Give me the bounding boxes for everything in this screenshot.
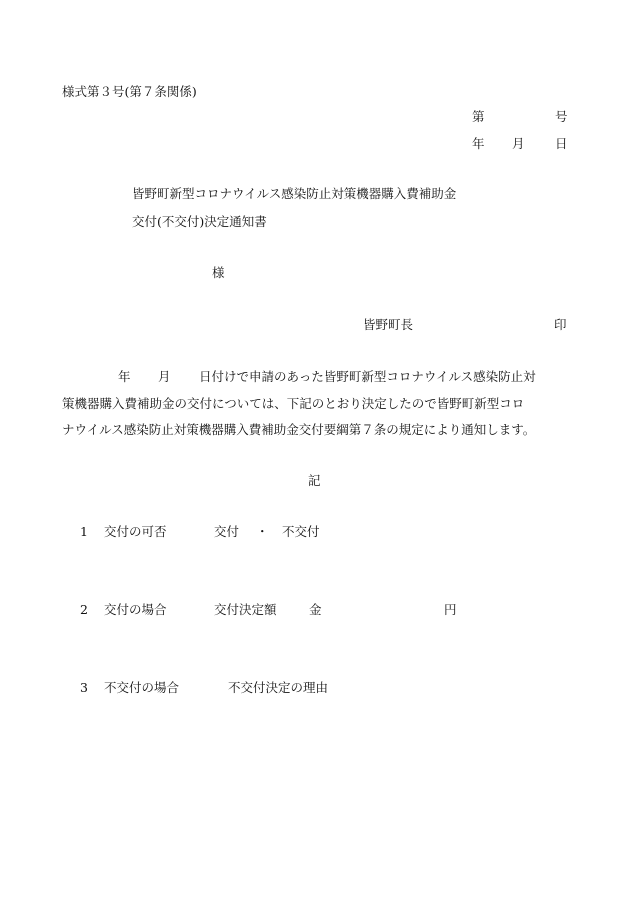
item-2-currency-prefix: 金 bbox=[309, 602, 322, 617]
body-line-2: 策機器購入費補助金の交付については、下記のとおり決定したので皆野町新型コロ bbox=[62, 396, 525, 411]
doc-date-year: 年 bbox=[472, 136, 485, 151]
body-line-3: ナウイルス感染防止対策機器購入費補助金交付要綱第７条の規定により通知します。 bbox=[62, 422, 536, 437]
item-2-label: 交付の場合 bbox=[104, 602, 167, 617]
doc-date-day: 日 bbox=[555, 136, 568, 151]
item-2-field-label: 交付決定額 bbox=[214, 602, 277, 617]
item-3-number: 3 bbox=[80, 680, 88, 695]
item-2-currency-unit: 円 bbox=[444, 602, 457, 617]
body-date-month: 月 bbox=[158, 369, 171, 384]
issuer-seal: 印 bbox=[554, 317, 567, 332]
note-heading: 記 bbox=[308, 473, 321, 488]
item-3-label: 不交付の場合 bbox=[104, 680, 180, 695]
item-1-option-deny: 不交付 bbox=[282, 524, 320, 539]
body-line-1: 日付けで申請のあった皆野町新型コロナウイルス感染防止対 bbox=[199, 369, 536, 384]
issuer-name: 皆野町長 bbox=[363, 317, 414, 332]
item-3-field-label: 不交付決定の理由 bbox=[228, 680, 329, 695]
item-1-option-grant: 交付 bbox=[214, 524, 240, 539]
item-1-separator: ・ bbox=[256, 524, 269, 539]
doc-number-suffix: 号 bbox=[555, 109, 568, 124]
item-1-number: 1 bbox=[80, 524, 88, 539]
item-1-label: 交付の可否 bbox=[104, 524, 167, 539]
title-line-2: 交付(不交付)決定通知書 bbox=[132, 214, 267, 229]
recipient-honorific: 様 bbox=[212, 265, 225, 280]
doc-date-month: 月 bbox=[512, 136, 525, 151]
doc-number-prefix: 第 bbox=[472, 109, 485, 124]
title-line-1: 皆野町新型コロナウイルス感染防止対策機器購入費補助金 bbox=[132, 186, 457, 201]
item-2-number: 2 bbox=[80, 602, 88, 617]
body-date-year: 年 bbox=[118, 369, 131, 384]
form-number: 様式第３号(第７条関係) bbox=[62, 84, 197, 99]
